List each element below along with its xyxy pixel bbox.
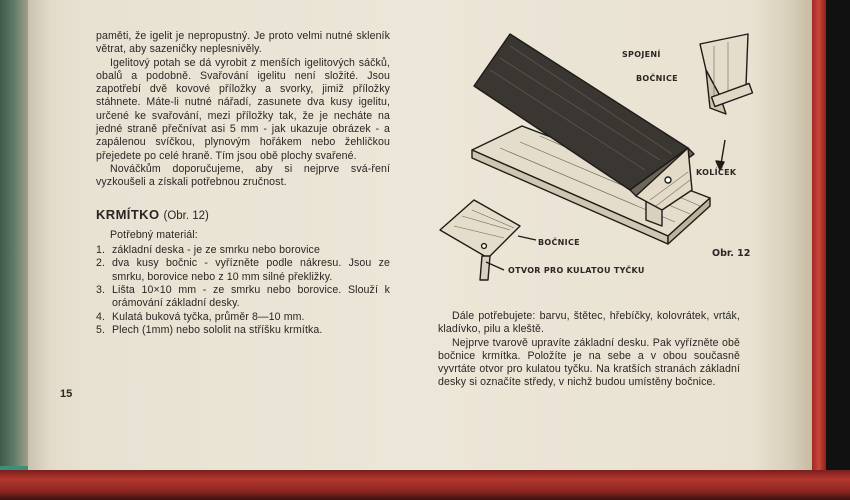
materials-heading: Potřebný materiál: <box>110 228 198 241</box>
left-column <box>96 30 390 337</box>
item-text: Kulatá buková tyčka, průměr 8—10 mm. <box>112 310 305 323</box>
label-side-panel: BOČNICE <box>538 238 580 247</box>
item-text: Lišta 10×10 mm - ze smrku nebo borovice. Slouží k orámování základní desky. <box>112 284 390 310</box>
side-panel-piece <box>440 200 520 258</box>
list-item <box>96 244 390 257</box>
paragraph: Igelitový potah se dá vyrobit z menších igelitových sáčků, obalů a podobně. Svařování igelitu není složité. Jsou zapotřebí dvě kovové příložky a svorky, jimiž příložky stáhnete. Máte-li nutné nářadí, zasunete dva kusy igelitu, určené ke svařování, mezi příložky tak, že je necháte na jedné straně přečnívat asi 5 mm - jak ukazuje obrázek - a zapálenou svíčkou, plynovým hořákem nebo žehličkou přejedete po celé hraně. Tím jsou obě plochy svařené. <box>96 56 390 162</box>
figure-caption: Obr. 12 <box>712 248 751 259</box>
item-text: Plech (1mm) nebo sololit na stříšku krmítka. <box>112 323 323 336</box>
label-joint: SPOJENÍ <box>622 50 661 59</box>
background-dark <box>826 0 850 500</box>
label-peg: KOLÍČEK <box>696 168 737 177</box>
right-column <box>438 310 740 390</box>
list-item <box>96 257 390 284</box>
paragraph: Dále potřebujete: barvu, štětec, hřebíčky, kolovrátek, vrták, kladívko, pilu a kleště. <box>438 310 740 336</box>
heading-figure-ref: (Obr. 12) <box>163 209 209 222</box>
item-text: základní deska - je ze smrku nebo borovice <box>112 244 320 257</box>
label-hole: OTVOR PRO KULATOU TYČKU <box>508 266 645 275</box>
book-edge-left <box>0 0 30 470</box>
heading-title: KRMÍTKO <box>96 206 160 222</box>
list-item <box>96 311 390 324</box>
book-spine-edge <box>812 0 826 475</box>
item-number: 3. <box>96 284 106 297</box>
paragraph: Nejprve tvarově upravíte základní desku. Pak vyřízněte obě bočnice krmítka. Položíte je na sebe a v obou současně vyvrtáte otvor pro kulatou tyčku. Na kratších stranách základní desky si označíte středy, v nichž budou umístěny bočnice. <box>438 336 740 389</box>
item-number: 2. <box>96 257 106 270</box>
figure-bird-feeder <box>410 30 762 290</box>
book-cover-edge <box>0 470 850 500</box>
paragraph: paměti, že igelit je nepropustný. Je proto velmi nutné skleník větrat, aby sazeničky neplesnivěly. <box>96 30 390 56</box>
label-side-top: BOČNICE <box>636 74 678 83</box>
item-text: dva kusy bočnic - vyřízněte podle nákresu. Jsou ze smrku, borovice nebo z 10 mm silné překližky. <box>112 257 390 283</box>
paragraph: Nováčkům doporučujeme, aby si nejprve svá-ření vyzkoušeli a získali potřebnou zručnost. <box>96 162 390 189</box>
materials-list <box>96 244 390 337</box>
item-number: 4. <box>96 310 106 323</box>
bird-feeder-illustration <box>410 30 762 290</box>
item-number: 1. <box>96 244 106 257</box>
item-number: 5. <box>96 323 106 336</box>
section-heading <box>96 208 390 223</box>
list-item <box>96 284 390 311</box>
page-number: 15 <box>60 388 73 400</box>
list-item <box>96 324 390 337</box>
